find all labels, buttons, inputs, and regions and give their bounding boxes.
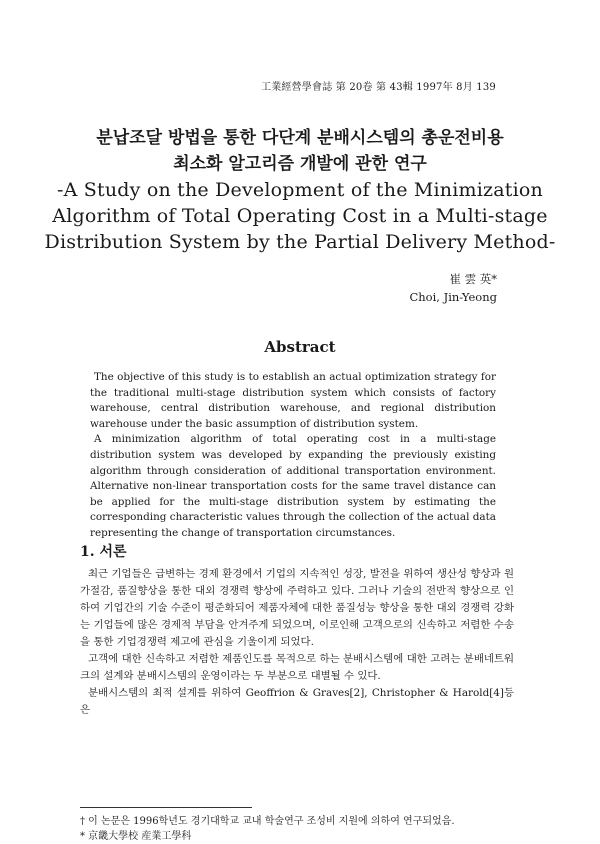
abstract-heading: Abstract <box>264 338 336 356</box>
title-english-line-2: Algorithm of Total Operating Cost in a Multi-stage <box>52 205 548 227</box>
title-korean-line-2: 최소화 알고리즘 개발에 관한 연구 <box>173 154 427 174</box>
footnotes <box>80 814 455 844</box>
footnote-affiliation: * 京畿大學校 産業工學科 <box>80 831 192 842</box>
abstract-paragraph-2: A minimization algorithm of total operating cost in a multi-stage distribution system was developed by expanding the previously existing algorithm through consideration of additional transportation environment. Alternative non-linear transportation costs for the same travel distance can be applied for the multi-stage distribution system by estimating the corresponding characteristic values through the collection of the actual data representing the change of transportation circumstances. <box>90 433 496 539</box>
title-english-line-3: Distribution System by the Partial Delivery Method- <box>44 231 556 253</box>
footnote-funding: † 이 논문은 1996학년도 경기대학교 교내 학술연구 조성비 지원에 의하여 연구되었음. <box>80 816 455 827</box>
intro-paragraph-2: 고객에 대한 신속하고 저렴한 제품인도를 목적으로 하는 분배시스템에 대한 고려는 분배네트워크의 설계와 분배시스템의 운영이라는 두 부분으로 대별될 수 있다. <box>80 653 514 682</box>
introduction-body <box>80 566 514 719</box>
journal-header: 工業經營學會誌 第 20卷 第 43輯 1997年 8月 139 <box>261 82 496 93</box>
author-name-english: Choi, Jin-Yeong <box>409 290 497 304</box>
footnote-divider <box>80 807 252 808</box>
author-name-hanja: 崔 雲 英* <box>449 272 497 286</box>
abstract-body <box>90 370 496 542</box>
section-heading-introduction: 1. 서론 <box>80 544 127 560</box>
author-block <box>409 270 497 306</box>
intro-paragraph-3: 분배시스템의 최적 설계를 위하여 Geoffrion & Graves[2], Christopher & Harold[4]등은 <box>80 687 514 716</box>
title-korean-line-1: 분납조달 방법을 통한 다단계 분배시스템의 총운전비용 <box>96 128 504 148</box>
abstract-paragraph-1: The objective of this study is to establish an actual optimization strategy for the traditional multi-stage distribution system which consists of factory warehouse, central distribution warehouse, and regional distribution warehouse under the basic assumption of distribution system. <box>90 371 496 430</box>
intro-paragraph-1: 최근 기업들은 급변하는 경제 환경에서 기업의 지속적인 성장, 발전을 위하여 생산성 향상과 원가절감, 품질향상을 통한 대외 경쟁력 향상에 주력하고 있다. 그러나 기술의 전반적 향상으로 인하여 기업간의 기술 수준이 평준화되어 제품자체에 대한 품질성능 향상을 통한 대외 경쟁력 강화는 기업들에 많은 경제적 부담을 안겨주게 되었으며, 이로인해 고객으로의 신속하고 저렴한 수송을 통한 기업경쟁력 제고에 관심을 기울이게 되었다. <box>80 568 514 648</box>
title-english-line-1: -A Study on the Development of the Minimization <box>57 179 543 201</box>
paper-title <box>0 125 600 255</box>
